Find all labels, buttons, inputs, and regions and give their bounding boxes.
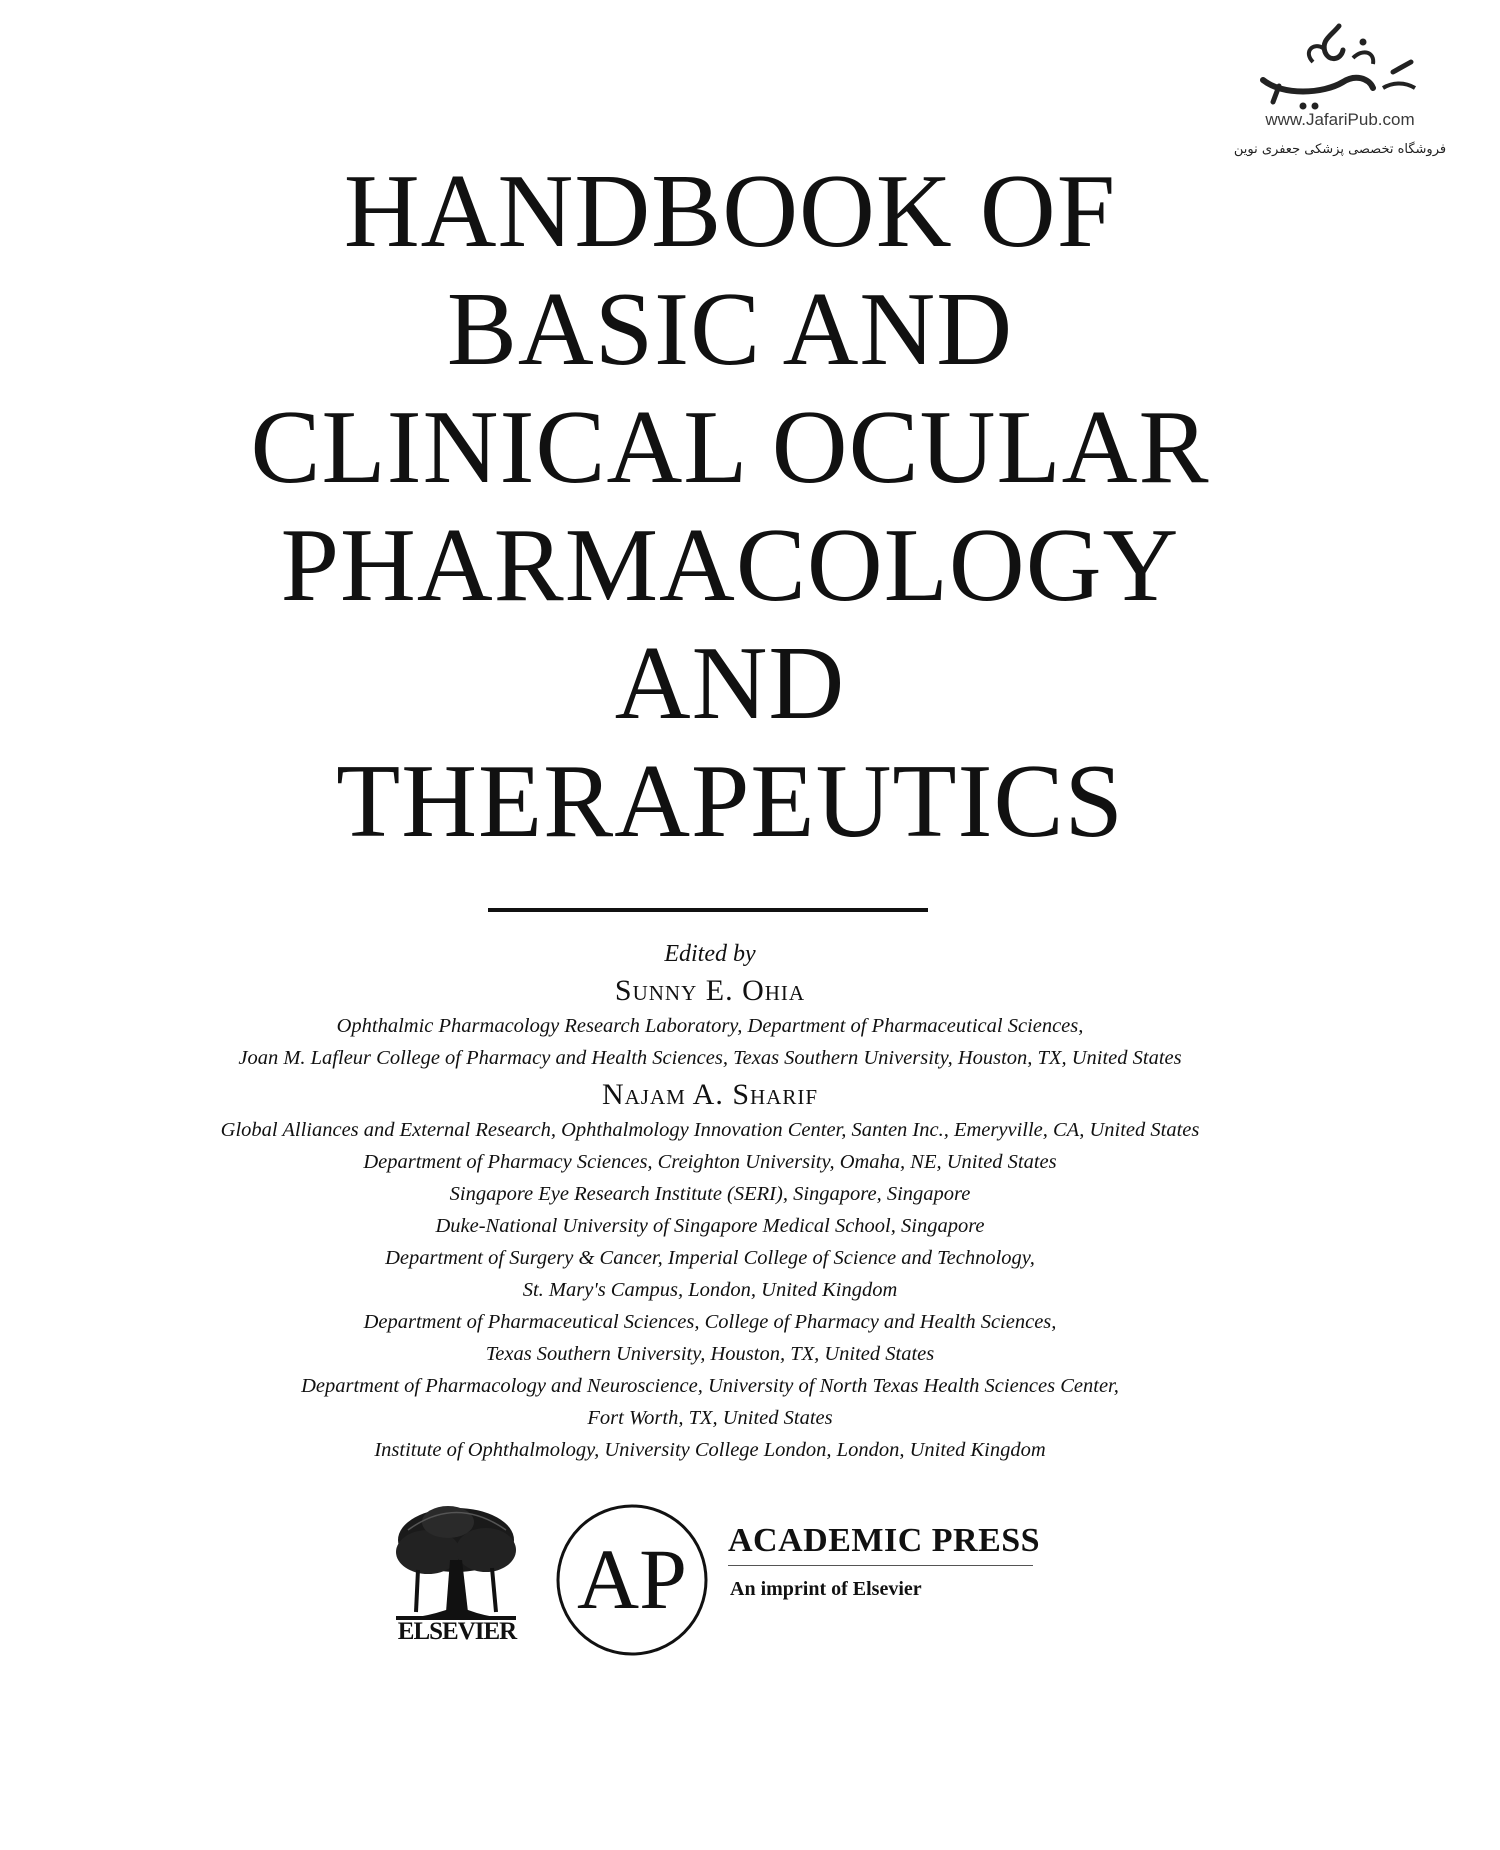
editors-block xyxy=(100,938,1320,1466)
title-line: PHARMACOLOGY xyxy=(280,506,1180,623)
editor-affiliation: Department of Pharmaceutical Sciences, College of Pharmacy and Health Sciences, xyxy=(363,1311,1057,1333)
editor-affiliation: Duke-National University of Singapore Medical School, Singapore xyxy=(435,1215,985,1237)
academic-press-logo-icon xyxy=(552,1500,712,1660)
academic-press-name: ACADEMIC PRESS xyxy=(728,1522,1041,1559)
title-line: THERAPEUTICS xyxy=(336,742,1124,859)
watermark-shop-name: فروشگاه تخصصی پزشکی جعفری نوین xyxy=(1233,142,1447,157)
title-divider xyxy=(488,908,928,912)
editor-affiliation: Department of Pharmacology and Neuroscience, University of North Texas Health Sciences Center, xyxy=(301,1375,1119,1397)
book-title xyxy=(100,152,1360,860)
editor-name: Sunny E. Ohia xyxy=(614,974,806,1007)
title-line: AND xyxy=(614,624,846,741)
editor-affiliation: Singapore Eye Research Institute (SERI), Singapore, Singapore xyxy=(449,1183,971,1205)
editor-affiliation: Fort Worth, TX, United States xyxy=(587,1407,833,1429)
editor-affiliation: Global Alliances and External Research, Ophthalmology Innovation Center, Santen Inc., Emeryville, CA, United States xyxy=(220,1119,1200,1141)
elsevier-wordmark: ELSEVIER xyxy=(397,1618,517,1645)
watermark-url: www.JafariPub.com xyxy=(1265,110,1415,129)
title-line: HANDBOOK OF xyxy=(343,152,1117,269)
ap-monogram: AP xyxy=(577,1531,687,1627)
title-line: CLINICAL OCULAR xyxy=(250,388,1210,505)
edited-by-label: Edited by xyxy=(664,941,756,967)
academic-press-divider xyxy=(728,1565,1033,1566)
jafaripub-logo-icon xyxy=(1243,22,1423,114)
academic-press-imprint: An imprint of Elsevier xyxy=(730,1578,922,1600)
editor-affiliation: St. Mary's Campus, London, United Kingdom xyxy=(522,1279,898,1301)
editor-affiliation: Institute of Ophthalmology, University College London, London, United Kingdom xyxy=(374,1439,1046,1461)
editor-affiliation: Department of Surgery & Cancer, Imperial College of Science and Technology, xyxy=(385,1247,1035,1269)
editor-affiliation: Joan M. Lafleur College of Pharmacy and Health Sciences, Texas Southern University, Houston, TX, United States xyxy=(238,1047,1182,1069)
watermark xyxy=(1215,22,1465,172)
editor-affiliation: Ophthalmic Pharmacology Research Laboratory, Department of Pharmaceutical Sciences, xyxy=(336,1015,1084,1037)
editor-affiliation: Texas Southern University, Houston, TX, United States xyxy=(485,1343,935,1365)
editor-name: Najam A. Sharif xyxy=(601,1078,819,1111)
editor-affiliation: Department of Pharmacy Sciences, Creighton University, Omaha, NE, United States xyxy=(363,1151,1057,1173)
title-line: BASIC AND xyxy=(446,270,1014,387)
